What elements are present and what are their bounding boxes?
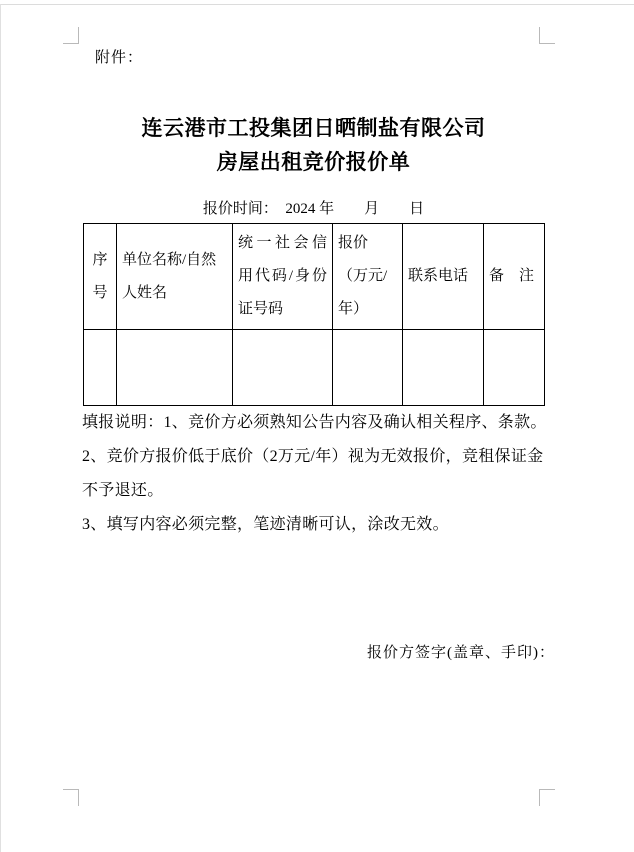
bid-table — [83, 223, 545, 406]
cell-remarks[interactable] — [484, 330, 545, 406]
note-filling-instructions: 填报说明：1、竞价方必须熟知公告内容及确认相关程序、条款。 — [82, 414, 547, 431]
page-left-edge — [0, 4, 1, 852]
notes-section — [82, 406, 548, 542]
col-header-quote-price: 报价（万元/年） — [333, 224, 403, 330]
table-header-row — [84, 224, 545, 330]
signature-label: 报价方签字(盖章、手印)： — [367, 645, 555, 661]
note-invalid-bid-rule: 2、竞价方报价低于底价（2万元/年）视为无效报价，竞租保证金不予退还。 — [82, 448, 544, 499]
col-header-remarks: 备 注 — [484, 224, 545, 330]
doc-title-line2: 房屋出租竞价报价单 — [216, 150, 411, 174]
margin-crop-mark-bottom-left — [63, 789, 79, 806]
attachment-label: 附件： — [95, 50, 144, 66]
col-header-credit-code: 统一社会信用代码/身份证号码 — [233, 224, 333, 330]
cell-entity-name[interactable] — [117, 330, 233, 406]
margin-crop-mark-bottom-right — [539, 789, 555, 806]
cell-serial-number[interactable] — [84, 330, 117, 406]
cell-credit-code[interactable] — [233, 330, 333, 406]
table-row — [84, 330, 545, 406]
col-header-contact-phone: 联系电话 — [403, 224, 484, 330]
quote-time-line: 报价时间： 2024 年 月 日 — [202, 201, 425, 217]
margin-crop-mark-top-left — [63, 27, 79, 44]
page-top-edge — [0, 4, 634, 5]
doc-title-line1: 连云港市工投集团日晒制盐有限公司 — [141, 116, 486, 140]
col-header-serial-number: 序号 — [84, 224, 117, 330]
note-completeness-rule: 3、填写内容必须完整，笔迹清晰可认，涂改无效。 — [82, 516, 449, 533]
cell-quote-price[interactable] — [333, 330, 403, 406]
cell-contact-phone[interactable] — [403, 330, 484, 406]
col-header-entity-name: 单位名称/自然人姓名 — [117, 224, 233, 330]
margin-crop-mark-top-right — [539, 27, 555, 44]
